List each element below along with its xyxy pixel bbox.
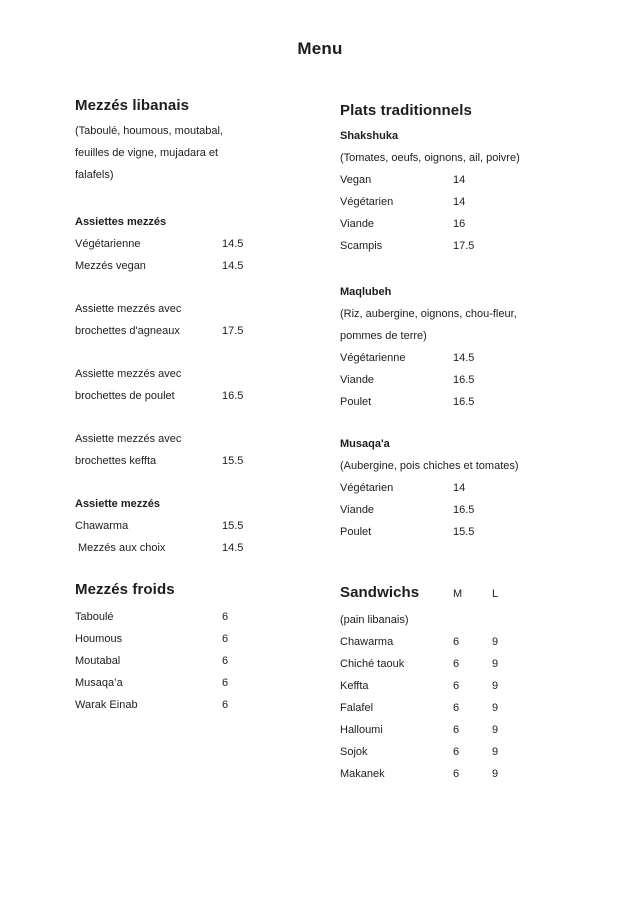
- menu-item-row: [340, 391, 630, 413]
- section-heading-plats-traditionnels: Plats traditionnels: [340, 102, 472, 119]
- section-heading-mezzes-libanais: Mezzés libanais: [75, 97, 190, 114]
- item-price: 14: [453, 482, 466, 494]
- section-description-line: pommes de terre): [340, 330, 427, 342]
- section-description-line: (Taboulé, houmous, moutabal,: [75, 125, 223, 137]
- item-name: Chiché taouk: [340, 658, 405, 670]
- item-name: Vegan: [340, 174, 372, 186]
- size-column-header-m: M: [453, 588, 463, 600]
- item-name: Mezzés aux choix: [78, 542, 166, 554]
- item-name: Mezzés vegan: [75, 260, 146, 272]
- item-name-line2: brochettes de poulet: [75, 390, 175, 402]
- menu-item-row: [340, 235, 630, 257]
- item-name-line1: Assiette mezzés avec: [75, 303, 182, 315]
- item-name: Viande: [340, 374, 375, 386]
- item-price-m: 6: [453, 658, 460, 670]
- item-price: 14.5: [222, 238, 244, 250]
- menu-item-row: [340, 697, 630, 719]
- menu-item-row: [340, 631, 630, 653]
- item-name: Viande: [340, 218, 375, 230]
- item-price: 16.5: [453, 396, 475, 408]
- item-name: Végétarien: [340, 196, 394, 208]
- right-column: [340, 99, 630, 785]
- item-price-m: 6: [453, 702, 460, 714]
- menu-item-row: [340, 347, 630, 369]
- item-name: Sojok: [340, 746, 368, 758]
- item-name-line1: Assiette mezzés avec: [75, 433, 182, 445]
- subsection-heading-assiette-mezzes: Assiette mezzés: [75, 498, 160, 510]
- item-name: Warak Einab: [75, 699, 138, 711]
- menu-item-row: [75, 672, 330, 694]
- menu-item-row: [340, 369, 630, 391]
- menu-item-row: [75, 450, 330, 472]
- menu-item-row: [340, 213, 630, 235]
- item-price-l: 9: [492, 702, 499, 714]
- item-price: 16.5: [453, 504, 475, 516]
- item-name: Halloumi: [340, 724, 383, 736]
- menu-item-row: [340, 741, 630, 763]
- item-name: Moutabal: [75, 655, 121, 667]
- item-price: 14.5: [222, 260, 244, 272]
- section-heading-sandwichs: Sandwichs: [340, 584, 420, 601]
- menu-item-row: [340, 675, 630, 697]
- item-price-l: 9: [492, 746, 499, 758]
- section-description-line: falafels): [75, 169, 114, 181]
- subsection-heading-maqlubeh: Maqlubeh: [340, 286, 392, 298]
- item-price-m: 6: [453, 724, 460, 736]
- menu-item-row: [340, 719, 630, 741]
- item-price-l: 9: [492, 658, 499, 670]
- item-name: Houmous: [75, 633, 123, 645]
- page-title: Menu: [297, 39, 343, 58]
- item-price: 17.5: [222, 325, 244, 337]
- item-name: Viande: [340, 504, 375, 516]
- item-name: Chawarma: [340, 636, 394, 648]
- menu-item-row: [75, 320, 330, 342]
- section-description-line: (Aubergine, pois chiches et tomates): [340, 460, 519, 472]
- item-name: Poulet: [340, 396, 372, 408]
- sandwichs-header-row: [340, 581, 630, 605]
- item-name-line2: brochettes keffta: [75, 455, 157, 467]
- menu-item-group: [75, 428, 330, 472]
- item-price-l: 9: [492, 636, 499, 648]
- item-price: 14: [453, 174, 466, 186]
- item-price-l: 9: [492, 680, 499, 692]
- item-price: 16.5: [222, 390, 244, 402]
- menu-item-row: [340, 169, 630, 191]
- section-description-line: (Riz, aubergine, oignons, chou-fleur,: [340, 308, 517, 320]
- section-description-line: (pain libanais): [340, 614, 409, 626]
- item-name: Poulet: [340, 526, 372, 538]
- item-price: 15.5: [222, 520, 244, 532]
- item-name: Végétarienne: [340, 352, 406, 364]
- item-price: 15.5: [453, 526, 475, 538]
- item-price: 16.5: [453, 374, 475, 386]
- menu-item-row: [340, 763, 630, 785]
- section-description-line: (Tomates, oeufs, oignons, ail, poivre): [340, 152, 520, 164]
- menu-item-row: [75, 694, 330, 716]
- menu-item-row: [75, 606, 330, 628]
- item-price: 14.5: [453, 352, 475, 364]
- subsection-heading-musaqaa: Musaqa'a: [340, 438, 390, 450]
- item-price: 6: [222, 699, 229, 711]
- item-name-line2: brochettes d'agneaux: [75, 325, 180, 337]
- subsection-heading-assiettes-mezzes: Assiettes mezzés: [75, 216, 167, 228]
- section-heading-mezzes-froids: Mezzés froids: [75, 581, 175, 598]
- menu-item-row: [340, 499, 630, 521]
- subsection-heading-shakshuka: Shakshuka: [340, 130, 399, 142]
- menu-item-row: [75, 233, 330, 255]
- size-column-header-l: L: [492, 588, 499, 600]
- item-name: Taboulé: [75, 611, 114, 623]
- item-price: 15.5: [222, 455, 244, 467]
- item-price-m: 6: [453, 680, 460, 692]
- menu-item-row: [75, 650, 330, 672]
- item-name: Végétarienne: [75, 238, 141, 250]
- item-price: 14: [453, 196, 466, 208]
- item-price: 17.5: [453, 240, 475, 252]
- item-price-l: 9: [492, 724, 499, 736]
- item-price: 6: [222, 633, 229, 645]
- menu-item-group: [75, 363, 330, 407]
- item-name-line1: Assiette mezzés avec: [75, 368, 182, 380]
- item-name: Chawarma: [75, 520, 129, 532]
- item-name: Makanek: [340, 768, 385, 780]
- menu-item-row: [75, 255, 330, 277]
- item-price: 6: [222, 677, 229, 689]
- item-price-l: 9: [492, 768, 499, 780]
- item-name: Keffta: [340, 680, 369, 692]
- menu-item-row: [75, 515, 330, 537]
- section-description-line: feuilles de vigne, mujadara et: [75, 147, 219, 159]
- item-name: Végétarien: [340, 482, 394, 494]
- menu-item-row: [340, 521, 630, 543]
- item-price: 6: [222, 611, 229, 623]
- menu-item-row: [75, 628, 330, 650]
- item-price: 14.5: [222, 542, 244, 554]
- item-price-m: 6: [453, 768, 460, 780]
- item-name: Falafel: [340, 702, 374, 714]
- item-name: Musaqa’a: [75, 677, 123, 689]
- menu-item-row: [75, 537, 330, 559]
- menu-item-row: [340, 653, 630, 675]
- menu-item-row: [340, 191, 630, 213]
- item-price: 16: [453, 218, 466, 230]
- item-name: Scampis: [340, 240, 383, 252]
- item-price-m: 6: [453, 746, 460, 758]
- menu-item-row: [340, 477, 630, 499]
- menu-item-row: [75, 385, 330, 407]
- left-column: [75, 94, 330, 716]
- item-price-m: 6: [453, 636, 460, 648]
- item-price: 6: [222, 655, 229, 667]
- menu-item-group: [75, 298, 330, 342]
